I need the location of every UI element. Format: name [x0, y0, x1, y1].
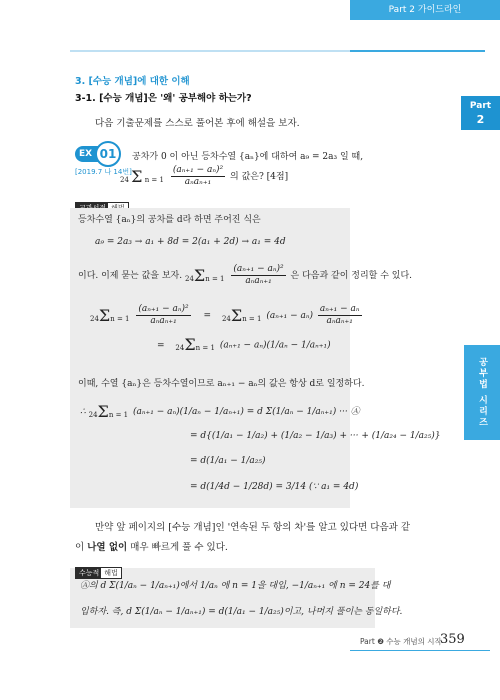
- bottom-solution-tag: [75, 560, 122, 579]
- side-part-tab: [461, 96, 500, 130]
- bottom-line-2: 입하자. 즉, d Σ(1/aₙ − 1/aₙ₊₁) = d(1/a₁ − 1/a₂₅)이고, 나머지 풀이는 동일하다.: [80, 607, 403, 617]
- paragraph: [75, 518, 465, 558]
- example-fraction: [171, 165, 225, 188]
- sigma-symbol: 24Σn = 1: [221, 305, 262, 325]
- side-part-label: Part: [469, 101, 492, 111]
- sigma-top: 24: [120, 175, 129, 184]
- solution-eq-2: = 24Σn = 1 (aₙ₊₁ − aₙ)(1/aₙ − 1/aₙ₊₁): [157, 335, 331, 354]
- paragraph-pre: 이: [75, 542, 88, 553]
- header-tab: Part 2 가이드라인: [350, 0, 500, 20]
- sigma-bottom: n = 1: [108, 410, 129, 419]
- fraction-numerator: aₙ₊₁ − aₙ: [319, 304, 360, 314]
- bottom-tag-primary: 수능적: [75, 567, 103, 579]
- fraction-denominator: aₙaₙ₊₁: [245, 276, 272, 286]
- sigma-top: 24: [90, 314, 99, 323]
- sigma-top: 24: [184, 274, 194, 283]
- paragraph-bold: 나열 없이: [87, 542, 128, 553]
- example-sum-expression: [120, 165, 288, 188]
- solution-fraction: [231, 264, 285, 287]
- therefore-symbol: ∴: [80, 407, 86, 417]
- sigma-symbol: 24Σn = 1: [90, 305, 130, 325]
- example-question-tail: 의 값은? [4점]: [230, 172, 289, 182]
- fraction-denominator: aₙaₙ₊₁: [326, 316, 353, 326]
- solution-line-3: [78, 264, 412, 287]
- eq1-lhs-fraction: [136, 304, 190, 327]
- section-subtitle: 3-1. [수능 개념]은 '왜' 공부해야 하는가?: [75, 93, 252, 104]
- solution-eq-3: [80, 401, 360, 421]
- bottom-tag-secondary: 해법: [100, 567, 122, 579]
- paragraph-line-1: 만약 앞 페이지의 [수능 개념]인 '연속된 두 항의 차'를 알고 있다면 다음과 같: [95, 522, 411, 533]
- sigma-bottom: n = 1: [242, 314, 262, 323]
- solution-eq-1: 24Σn = 1 $\frac{\text{(aₙ₊₁ − aₙ)²}}{\text{aₙaₙ₊₁}}$ = 24Σn = 1 (aₙ₊₁ − aₙ) $\frac{\text{aₙ₊₁ − aₙ}}{\text{aₙaₙ₊₁}}$: [90, 304, 360, 326]
- solution-eq-5: = d(1/a₁ − 1/a₂₅): [190, 456, 266, 466]
- eq2-rhs: (aₙ₊₁ − aₙ)(1/aₙ − 1/aₙ₊₁): [219, 340, 331, 351]
- sigma-top: 24: [88, 410, 98, 419]
- solution-line-4: 이때, 수열 {aₙ}은 등차수열이므로 aₙ₊₁ − aₙ의 값은 항상 d로 일정하다.: [78, 379, 365, 389]
- solution-line-2: a₉ = 2a₃ → a₁ + 8d = 2(a₁ + 2d) → a₁ = 4d: [95, 237, 286, 247]
- sigma-symbol: 24Σn = 1: [175, 335, 215, 354]
- footer-rule: [350, 650, 490, 651]
- sigma-bottom: n = 1: [195, 344, 215, 352]
- paragraph-line-2: [75, 538, 465, 558]
- fraction-numerator: (aₙ₊₁ − aₙ)²: [172, 165, 224, 175]
- fraction-denominator: aₙaₙ₊₁: [184, 177, 212, 187]
- eq3-body: (aₙ₊₁ − aₙ)(1/aₙ − 1/aₙ₊₁) = d Σ(1/aₙ − 1/aₙ₊₁) ··· Ⓐ: [133, 407, 360, 417]
- page-number: 359: [440, 632, 465, 647]
- solution-line-3a: 이다. 이제 묻는 값을 보자.: [78, 271, 183, 281]
- fraction-numerator: (aₙ₊₁ − aₙ)²: [233, 264, 284, 274]
- solution-line-1: 등차수열 {aₙ}의 공차를 d라 하면 주어진 식은: [78, 215, 261, 225]
- side-series-tab: 공부법 시리즈: [464, 345, 500, 440]
- sigma-symbol: 24Σn = 1: [184, 265, 225, 285]
- eq1-rhs-factor: (aₙ₊₁ − aₙ): [266, 311, 314, 321]
- eq1-rhs-fraction: [318, 304, 362, 327]
- paragraph-post: 매우 빠르게 풀 수 있다.: [127, 542, 228, 553]
- example-number: 01: [95, 141, 121, 167]
- sigma-bottom: n = 1: [144, 175, 164, 184]
- sigma-symbol: 24Σn = 1: [88, 401, 129, 421]
- fraction-denominator: aₙaₙ₊₁: [150, 316, 177, 326]
- intro-text: 다음 기출문제를 스스로 풀어본 후에 해설을 보자.: [95, 118, 300, 129]
- sigma-symbol: 24 Σ n = 1: [120, 166, 164, 186]
- solution-eq-6: = d(1/4d − 1/28d) = 3/14 (∵ a₁ = 4d): [190, 482, 359, 492]
- footer-label: Part ❷ 수능 개념의 시작: [360, 637, 442, 646]
- sigma-bottom: n = 1: [205, 274, 225, 283]
- sigma-top: 24: [221, 314, 231, 323]
- example-question: 공차가 0 이 아닌 등차수열 {aₙ}에 대하여 a₉ = 2a₃ 일 때,: [132, 152, 364, 162]
- fraction-numerator: (aₙ₊₁ − aₙ)²: [138, 304, 189, 314]
- solution-eq-4: = d{(1/a₁ − 1/a₂) + (1/a₂ − 1/a₃) + ··· + (1/a₂₄ − 1/a₂₅)}: [190, 431, 441, 441]
- example-label: EX: [75, 146, 105, 162]
- side-part-number: 2: [476, 113, 485, 126]
- header-rule-accent: [350, 50, 485, 52]
- sigma-bottom: n = 1: [110, 314, 130, 323]
- example-source: [2019.7 나 14번]: [75, 168, 132, 176]
- section-title: 3. [수능 개념]에 대한 이해: [75, 76, 190, 87]
- bottom-line-1: Ⓐ의 d Σ(1/aₙ − 1/aₙ₊₁)에서 1/aₙ 에 n = 1을 대입, −1/aₙ₊₁ 에 n = 24를 대: [80, 581, 391, 591]
- sigma-top: 24: [175, 344, 185, 352]
- solution-line-3b: 은 다음과 같이 정리할 수 있다.: [290, 271, 413, 281]
